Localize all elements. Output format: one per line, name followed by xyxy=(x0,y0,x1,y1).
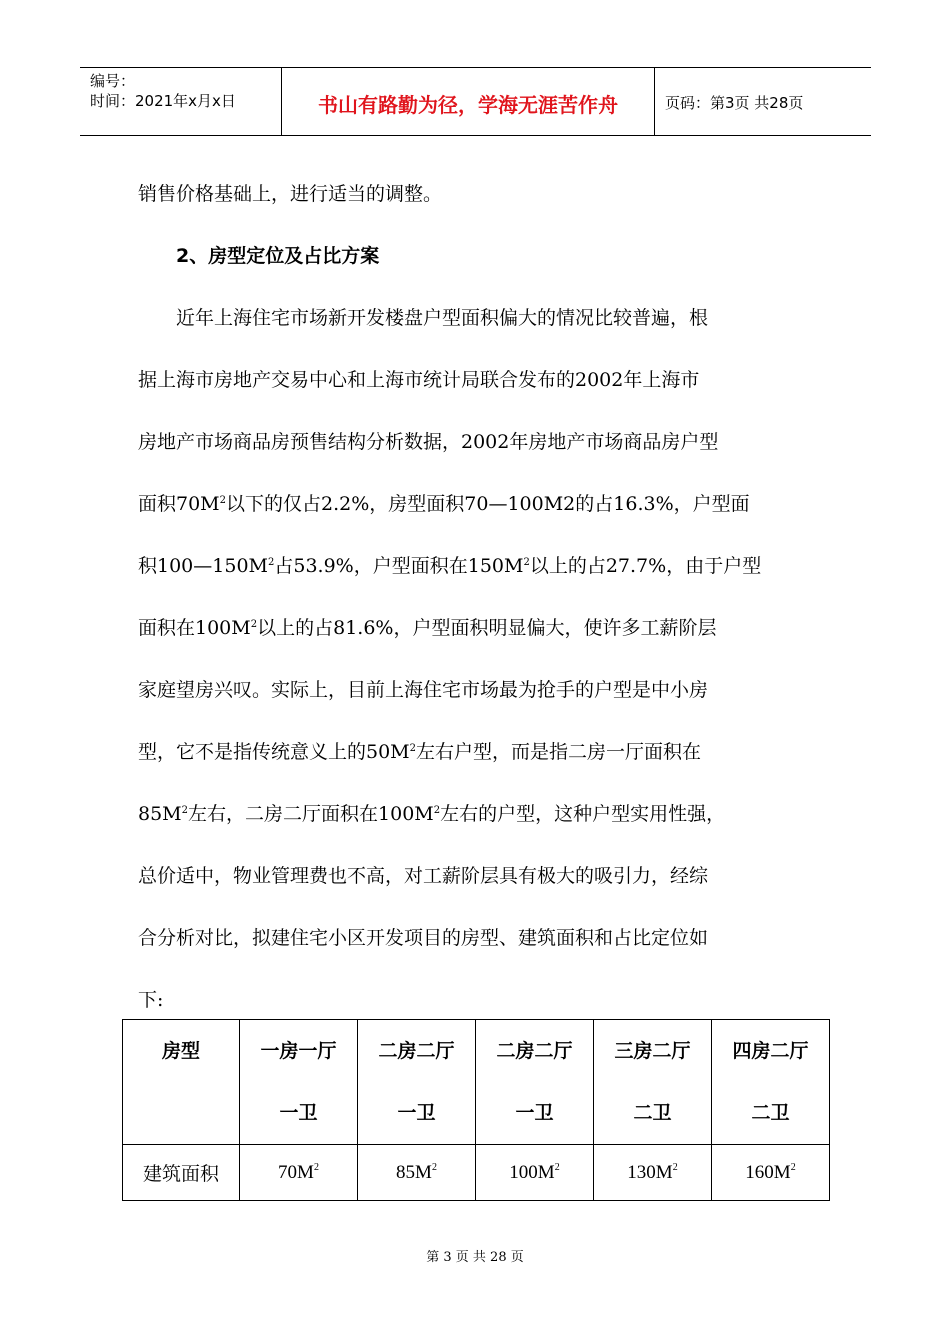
body-line-7: 积$100—150M^2$占53.9%，户型面积在$150M^2$以上的占27.7%，由于户型 xyxy=(138,555,762,577)
table-header-row xyxy=(123,1020,830,1145)
table-cell: $85M^2$ xyxy=(358,1145,476,1201)
body-line-1: 销售价格基础上，进行适当的调整。 xyxy=(138,183,443,205)
table-column-header: 二房二厅 一卫 xyxy=(358,1020,476,1145)
body-line-14: 下: xyxy=(138,989,164,1011)
room-type-table xyxy=(122,1019,830,1201)
body-line-8: 面积在$100M^2$以上的占81.6%，户型面积明显偏大，使许多工薪阶层 xyxy=(138,617,717,639)
table-column-header: 四房二厅 二卫 xyxy=(712,1020,830,1145)
body-line-3: 近年上海住宅市场新开发楼盘户型面积偏大的情况比较普遍，根 xyxy=(176,307,709,329)
body-line-12: 总价适中，物业管理费也不高，对工薪阶层具有极大的吸引力，经综 xyxy=(138,865,709,887)
table-cell: $100M^2$ xyxy=(476,1145,594,1201)
table-cell: $160M^2$ xyxy=(712,1145,830,1201)
table-row-label: 建筑面积 xyxy=(123,1145,240,1201)
document-body xyxy=(138,163,818,1031)
header-motto: 书山有路勤为径，学海无涯苦作舟 xyxy=(282,68,655,135)
body-line-4: 据上海市房地产交易中心和上海市统计局联合发布的2002年上海市 xyxy=(138,369,700,391)
section-heading: 2、房型定位及占比方案 xyxy=(176,245,380,267)
body-line-6: 面积$70M^2$以下的仅占2.2%，房型面积70—100M2的占16.3%，户型面 xyxy=(138,493,750,515)
table-column-header: 二房二厅 一卫 xyxy=(476,1020,594,1145)
document-number-label: 编号： xyxy=(90,72,136,90)
body-line-11: $85M^2$左右，二房二厅面积在$100M^2$左右的户型，这种户型实用性强， xyxy=(138,803,726,825)
table-column-header: 一房一厅 一卫 xyxy=(240,1020,358,1145)
page-footer: 第 3 页 共 28 页 xyxy=(426,1250,524,1265)
table-header-cell: 房型 xyxy=(123,1020,240,1145)
body-line-5: 房地产市场商品房预售结构分析数据，2002年房地产市场商品房户型 xyxy=(138,431,719,453)
page-header xyxy=(80,67,871,136)
table-cell: $130M^2$ xyxy=(594,1145,712,1201)
header-meta xyxy=(80,68,282,135)
body-line-9: 家庭望房兴叹。实际上，目前上海住宅市场最为抢手的户型是中小房 xyxy=(138,679,709,701)
body-line-10: 型，它不是指传统意义上的$50M^2$左右户型，而是指二房一厅面积在 xyxy=(138,741,702,763)
table-cell: $70M^2$ xyxy=(240,1145,358,1201)
table-column-header: 三房二厅 二卫 xyxy=(594,1020,712,1145)
table-row xyxy=(123,1145,830,1201)
document-date-label: 时间：2021年x月x日 xyxy=(90,92,236,110)
header-page-number: 页码：第3页 共28页 xyxy=(665,94,804,112)
body-line-13: 合分析对比，拟建住宅小区开发项目的房型、建筑面积和占比定位如 xyxy=(138,927,709,949)
